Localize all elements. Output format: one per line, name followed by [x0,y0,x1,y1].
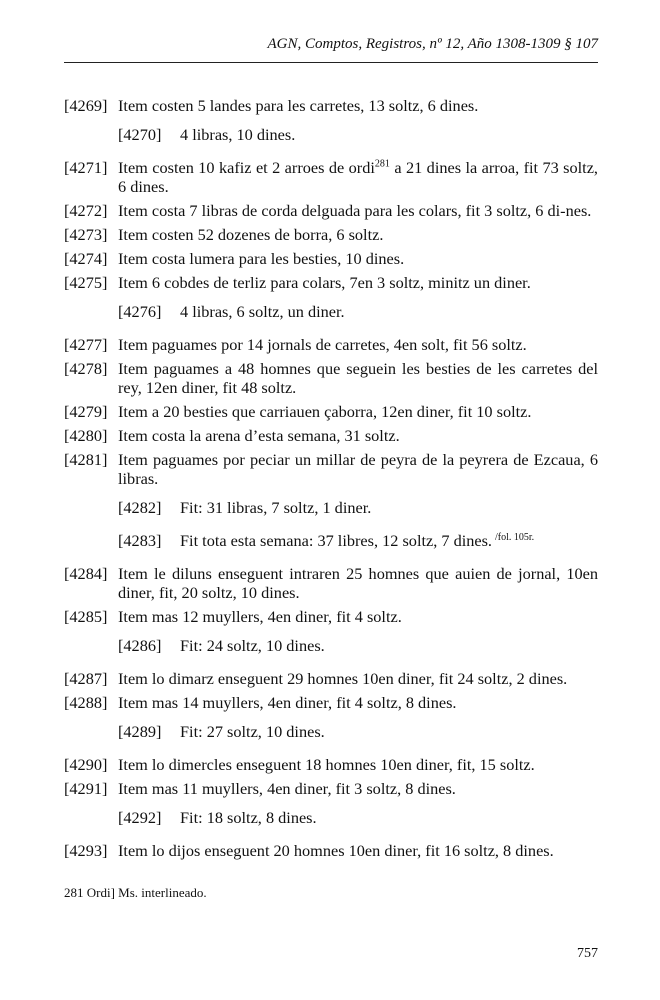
entry-number: [4278] [64,359,108,378]
entry-list [64,96,598,865]
entry-4284 [64,564,598,602]
entry-4291 [64,779,598,798]
entry-text: Item le diluns enseguent intraren 25 homnes que auien de jornal, 10en diner, fit, 20 soltz, 10 dines. [118,564,598,602]
entry-text: Item costen 52 dozenes de borra, 6 soltz. [118,225,384,244]
entry-text: Item paguames por 14 jornals de carretes, 4en solt, fit 56 soltz. [118,335,527,354]
entry-4290 [64,755,598,774]
entry-4274 [64,249,598,268]
entry-text: Item a 20 besties que carriauen çaborra, 12en diner, fit 10 soltz. [118,402,532,421]
entry-4287 [64,669,598,688]
entry-4276 [64,302,598,321]
entry-number: [4273] [64,225,108,244]
entry-text: Item paguames por peciar un millar de peyra de la peyrera de Ezcaua, 6 libras. [118,450,598,488]
entry-text: Item mas 11 muyllers, 4en diner, fit 3 soltz, 8 dines. [118,779,456,798]
entry-number: [4275] [64,273,108,292]
entry-text: Fit: 27 soltz, 10 dines. [180,722,325,741]
entry-4269 [64,96,598,115]
entry-text-part: a 21 dines la arroa, fit 73 soltz, 6 dines. [118,158,598,196]
entry-number: [4286] [118,636,162,655]
entry-number: [4279] [64,402,108,421]
entry-4273 [64,225,598,244]
entry-4293 [64,841,598,860]
entry-4278 [64,359,598,397]
entry-4288 [64,693,598,712]
entry-text: 4 libras, 10 dines. [180,125,296,144]
entry-4279 [64,402,598,421]
entry-4289 [64,722,598,741]
entry-text: Item lo dijos enseguent 20 homnes 10en diner, fit 16 soltz, 8 dines. [118,841,554,860]
entry-text: Item costa la arena d’esta semana, 31 soltz. [118,426,400,445]
entry-4272 [64,201,598,220]
entry-4283 [64,531,598,550]
entry-4292 [64,808,598,827]
entry-4271 [64,158,598,196]
entry-number: [4282] [118,498,162,517]
entry-number: [4287] [64,669,108,688]
entry-text: 4 libras, 6 soltz, un diner. [180,302,345,321]
entry-text: Item 6 cobdes de terliz para colars, 7en 3 soltz, minitz un diner. [118,273,531,292]
entry-number: [4284] [64,564,108,583]
header-rule [64,62,598,63]
folio-marker: /fol. 105r. [495,532,535,543]
entry-number: [4292] [118,808,162,827]
entry-text: Item mas 14 muyllers, 4en diner, fit 4 soltz, 8 dines. [118,693,457,712]
entry-text: Item costen 5 landes para les carretes, 13 soltz, 6 dines. [118,96,479,115]
entry-text-part: Fit tota esta semana: 37 libres, 12 soltz, 7 dines. [180,531,493,550]
entry-4286 [64,636,598,655]
entry-number: [4289] [118,722,162,741]
entry-number: [4293] [64,841,108,860]
entry-4270 [64,125,598,144]
entry-text: Item paguames a 48 homnes que seguein les besties de les carretes del rey, 12en diner, fit 48 soltz. [118,359,598,397]
entry-number: [4291] [64,779,108,798]
entry-number: [4280] [64,426,108,445]
entry-number: [4281] [64,450,108,469]
entry-number: [4271] [64,158,108,177]
entry-text: Item costa lumera para les besties, 10 dines. [118,249,405,268]
entry-4280 [64,426,598,445]
running-header: AGN, Comptos, Registros, nº 12, Año 1308-1309 § 107 [267,36,598,52]
entry-number: [4272] [64,201,108,220]
entry-4277 [64,335,598,354]
entry-4275 [64,273,598,292]
entry-text: Fit: 24 soltz, 10 dines. [180,636,325,655]
entry-text [118,158,598,196]
entry-text-part: Item costen 10 kafiz et 2 arroes de ordi [118,158,375,177]
page-number: 757 [577,946,598,961]
entry-text: Item mas 12 muyllers, 4en diner, fit 4 soltz. [118,607,402,626]
entry-number: [4276] [118,302,162,321]
entry-number: [4269] [64,96,108,115]
entry-number: [4270] [118,125,162,144]
entry-4282 [64,498,598,517]
entry-number: [4274] [64,249,108,268]
entry-number: [4277] [64,335,108,354]
entry-4281 [64,450,598,488]
entry-text: Item costa 7 libras de corda delguada para les colars, fit 3 soltz, 6 di-nes. [118,201,592,220]
entry-number: [4290] [64,755,108,774]
footnote-ref: 281 [374,158,390,170]
entry-text: Item lo dimarz enseguent 29 homnes 10en diner, fit 24 soltz, 2 dines. [118,669,568,688]
entry-4285 [64,607,598,626]
entry-text [180,531,598,550]
entry-number: [4283] [118,531,162,550]
footnote: 281 Ordi] Ms. interlineado. [64,885,207,900]
entry-text: Fit: 31 libras, 7 soltz, 1 diner. [180,498,372,517]
entry-text: Item lo dimercles enseguent 18 homnes 10en diner, fit, 15 soltz. [118,755,535,774]
entry-number: [4285] [64,607,108,626]
entry-number: [4288] [64,693,108,712]
entry-text: Fit: 18 soltz, 8 dines. [180,808,317,827]
